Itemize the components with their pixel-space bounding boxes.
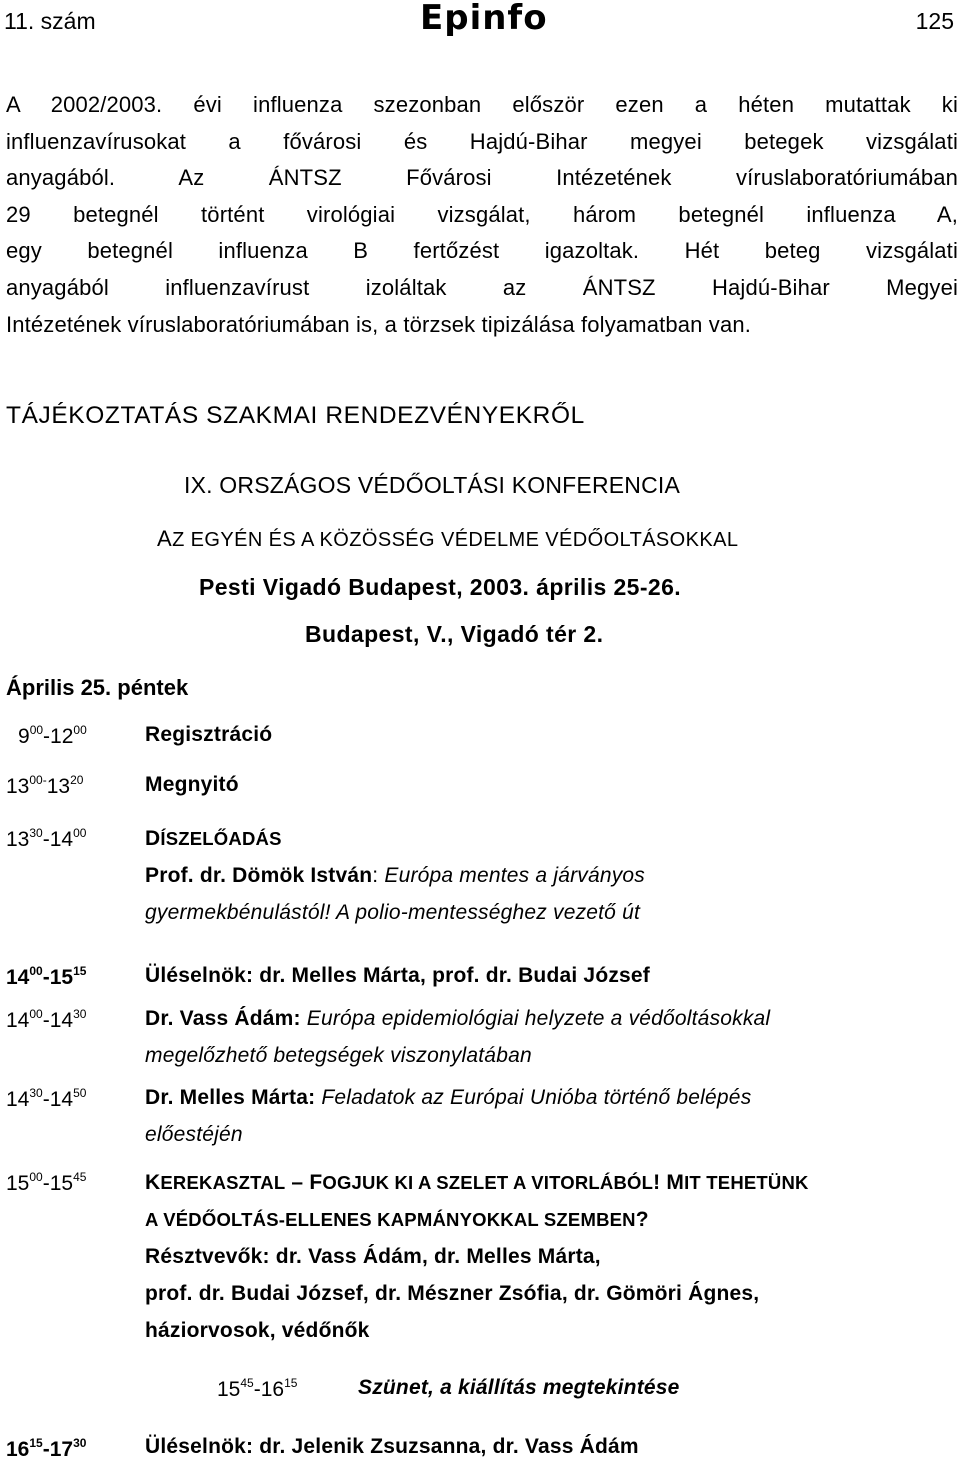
time-start: 14: [6, 966, 30, 989]
time-start: 13: [6, 828, 30, 851]
slot-content: [145, 1079, 751, 1153]
lecture-title-cont: előestéjén: [145, 1123, 243, 1146]
conference-address: Budapest, V., Vigadó tér 2.: [305, 621, 604, 647]
subtitle-rest: Z EGYÉN ÉS A KÖZÖSSÉG VÉDELME VÉDŐOLTÁSOKKAL: [172, 529, 739, 551]
paragraph-line: 29 betegnél történt virológiai vizsgálat, három betegnél influenza A,: [6, 201, 958, 227]
slot-content: [145, 1164, 809, 1349]
time-start: 14: [6, 1009, 30, 1032]
lecture-line: [145, 1079, 751, 1116]
time-slot: [6, 964, 86, 990]
intro-paragraph: [6, 87, 958, 343]
heading-text: EREKASZTAL: [160, 1172, 286, 1193]
roundtable-heading: [145, 1164, 809, 1201]
time-slot: [6, 826, 86, 852]
lecture-title: Európa mentes a járványos: [384, 864, 645, 887]
time-start-minutes: 00: [29, 1170, 43, 1184]
chair-line: Üléselnök: dr. Melles Márta, prof. dr. Budai József: [145, 964, 650, 987]
subtitle-initial: A: [157, 526, 173, 551]
time-start: 13: [6, 775, 30, 798]
paragraph-line: Intézetének víruslaboratóriumában is, a törzsek tipizálása folyamatban van.: [6, 311, 751, 337]
lecture-title: Európa epidemiológiai helyzete a védőoltásokkal: [306, 1007, 771, 1030]
time-end: -15: [42, 966, 74, 989]
time-end-minutes: 15: [73, 964, 87, 978]
lecture-title-cont: megelőzhető betegségek viszonylatában: [145, 1044, 532, 1067]
time-end: -15: [42, 1172, 74, 1195]
time-slot: [6, 1007, 86, 1033]
time-start: 15: [6, 1172, 30, 1195]
heading-initial: D: [145, 827, 161, 850]
time-end-minutes: 50: [73, 1086, 87, 1100]
paragraph-line: A 2002/2003. évi influenza szezonban először ezen a héten mutattak ki: [6, 92, 958, 117]
issue-number: 11. szám: [4, 8, 96, 34]
separator: :: [372, 864, 385, 887]
time-end-minutes: 20: [70, 773, 84, 787]
time-end-minutes: 15: [284, 1376, 298, 1390]
time-slot: [6, 773, 83, 799]
slot-heading: [145, 820, 645, 857]
lecture-line: [145, 1000, 770, 1037]
heading-initial: M: [666, 1171, 685, 1194]
page-number: 125: [915, 8, 954, 34]
roundtable-heading-cont: [145, 1201, 809, 1238]
time-end: -16: [253, 1378, 285, 1401]
heading-punct: !: [653, 1171, 667, 1194]
paragraph-line: anyagából influenzavírust izoláltak az ÁNTSZ Hajdú-Bihar Megyei: [6, 274, 958, 300]
chair-line: Üléselnök: dr. Jelenik Zsuzsanna, dr. Vass Ádám: [145, 1435, 639, 1458]
conference-venue: Pesti Vigadó Budapest, 2003. április 25-26.: [199, 574, 682, 600]
conference-title: IX. ORSZÁGOS VÉDŐOLTÁSI KONFERENCIA: [184, 472, 681, 498]
paragraph-line: influenzavírusokat a fővárosi és Hajdú-Bihar megyei betegek vizsgálati: [6, 128, 958, 154]
time-end: -14: [42, 828, 74, 851]
lecture-line: [145, 857, 645, 894]
epinfo-logo: Epinfo: [420, 0, 548, 38]
time-start: 16: [6, 1438, 30, 1461]
heading-text: OGJUK KI A SZELET A VITORLÁBÓL: [322, 1172, 654, 1193]
lecture-title-cont: gyermekbénulástól! A polio-mentességhez vezető út: [145, 901, 641, 924]
time-start-minutes: 15: [29, 1436, 43, 1450]
time-start-minutes: 30: [29, 1086, 43, 1100]
time-slot: [18, 723, 87, 749]
time-end-minutes: 00: [73, 723, 87, 737]
heading-punct: ?: [635, 1208, 649, 1231]
heading-rest: ÍSZELŐADÁS: [160, 828, 282, 849]
day-heading: Április 25. péntek: [6, 675, 189, 700]
heading-dash: –: [285, 1171, 310, 1194]
time-end-minutes: 30: [73, 1007, 87, 1021]
participants-line: háziorvosok, védőnők: [145, 1319, 370, 1342]
speaker: Dr. Vass Ádám:: [145, 1007, 301, 1030]
participants-line: Résztvevők: dr. Vass Ádám, dr. Melles Márta,: [145, 1245, 601, 1268]
time-start: 14: [6, 1088, 30, 1111]
slot-label: Regisztráció: [145, 723, 273, 746]
time-start-minutes: 30: [29, 826, 43, 840]
time-slot: [6, 1436, 86, 1462]
time-start-minutes: 00: [29, 964, 43, 978]
break-label: Szünet, a kiállítás megtekintése: [358, 1376, 680, 1399]
time-end: -12: [43, 725, 74, 748]
time-end-minutes: 00: [73, 826, 87, 840]
time-end-minutes: 30: [73, 1436, 87, 1450]
slot-content: [145, 1000, 770, 1074]
paragraph-line: egy betegnél influenza B fertőzést igazoltak. Hét beteg vizsgálati: [6, 238, 958, 264]
time-start-minutes: 45: [240, 1376, 254, 1390]
time-start-minutes: 00: [29, 1007, 43, 1021]
slot-label: Megnyitó: [145, 773, 239, 796]
time-start-minutes: 00-: [29, 773, 47, 787]
participants-line: prof. dr. Budai József, dr. Mészner Zsófia, dr. Gömöri Ágnes,: [145, 1282, 760, 1305]
time-slot: [6, 1086, 86, 1112]
time-slot: [217, 1376, 297, 1402]
time-end: -14: [42, 1009, 74, 1032]
conference-subtitle: [157, 526, 738, 552]
time-end: 13: [46, 775, 71, 798]
heading-text: IT TEHETÜNK: [684, 1172, 809, 1193]
time-start: 9: [18, 725, 30, 748]
lecture-title: Feladatok az Európai Unióba történő belépés: [321, 1086, 752, 1109]
time-slot: [6, 1170, 86, 1196]
time-end: -17: [42, 1438, 74, 1461]
heading-initial: K: [145, 1171, 161, 1194]
paragraph-line: anyagából. Az ÁNTSZ Fővárosi Intézetének víruslaboratóriumában: [6, 165, 958, 191]
time-start: 15: [217, 1378, 241, 1401]
speaker: Dr. Melles Márta:: [145, 1086, 316, 1109]
speaker: Prof. dr. Dömök István: [145, 864, 373, 887]
heading-text: A VÉDŐOLTÁS-ELLENES KAPMÁNYOKKAL SZEMBEN: [145, 1209, 636, 1230]
heading-initial: F: [309, 1171, 323, 1194]
time-end: -14: [42, 1088, 74, 1111]
time-end-minutes: 45: [73, 1170, 87, 1184]
slot-content: [145, 820, 645, 931]
section-title: TÁJÉKOZTATÁS SZAKMAI RENDEZVÉNYEKRŐL: [6, 402, 585, 429]
time-start-minutes: 00: [29, 723, 44, 737]
